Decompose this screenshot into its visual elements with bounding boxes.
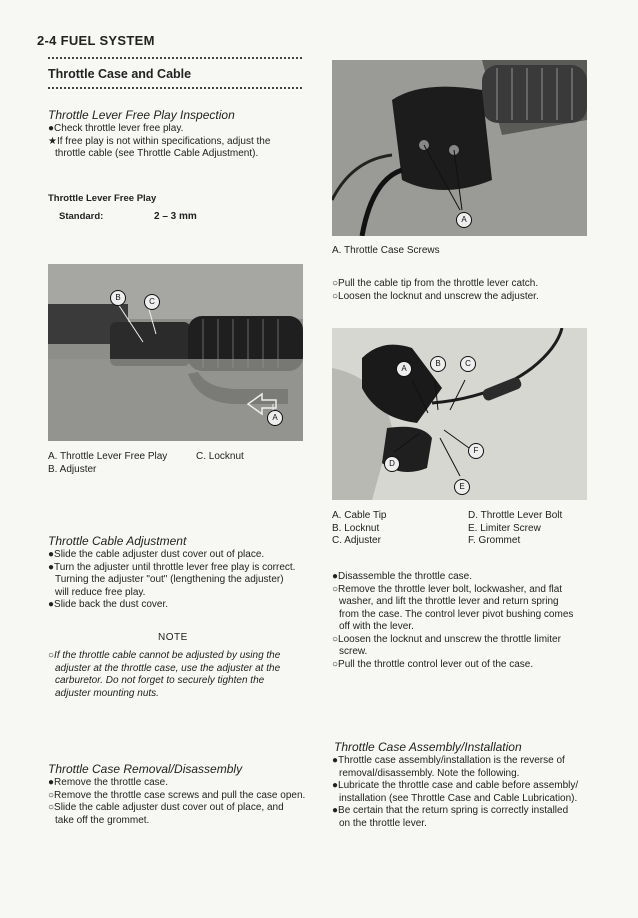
photo1-caption-a: A. Throttle Lever Free Play	[48, 451, 168, 462]
caption-line: C. Adjuster	[332, 535, 381, 546]
text-line: ○Loosen the locknut and unscrew the throttle limiter	[332, 633, 561, 645]
page-header	[37, 33, 155, 48]
callout-a: A	[456, 212, 472, 228]
photo3-captions-left	[332, 510, 386, 548]
caption-line: D. Throttle Lever Bolt	[468, 510, 563, 521]
text-line: ●Slide the cable adjuster dust cover out of place.	[48, 549, 265, 560]
text-line: adjuster at the throttle case, use the adjuster at the	[55, 662, 281, 674]
callout-b: B	[110, 290, 126, 306]
text-line: ●Check throttle lever free play.	[48, 123, 184, 134]
throttle-case-photo	[332, 60, 587, 236]
callout-b: B	[430, 356, 446, 372]
text-line: ●Throttle case assembly/installation is the reverse of	[332, 755, 565, 766]
callout-a: A	[267, 410, 283, 426]
text-line: ★If free play is not within specifications, adjust the	[48, 135, 271, 147]
caption-line: A. Cable Tip	[332, 510, 387, 521]
callout-c: C	[460, 356, 476, 372]
text-line: ●Disassemble the throttle case.	[332, 571, 472, 582]
free-play-text	[48, 123, 303, 161]
divider	[48, 87, 302, 89]
assembly-text	[332, 755, 592, 830]
divider	[48, 57, 302, 59]
throttle-disassembly-photo	[332, 328, 587, 500]
removal-text	[48, 777, 304, 827]
text-line: throttle cable (see Throttle Cable Adjustment).	[55, 148, 259, 159]
caption-line: B. Locknut	[332, 522, 380, 534]
callout-c: C	[144, 294, 160, 310]
chapter-title: FUEL SYSTEM	[60, 33, 155, 48]
text-line: installation (see Throttle Case and Cable Lubrication).	[339, 792, 578, 804]
photo-drawing	[48, 264, 303, 441]
photo3-captions-right	[468, 510, 562, 548]
note-title: NOTE	[158, 632, 188, 643]
callout-f: F	[468, 443, 484, 459]
steps1-text	[332, 278, 592, 303]
text-line: off with the lever.	[339, 621, 414, 632]
photo1-caption-b: B. Adjuster	[48, 464, 97, 475]
spec-label: Standard:	[59, 211, 104, 222]
text-line: ○Pull the throttle control lever out of the case.	[332, 658, 534, 670]
text-line: ○Pull the cable tip from the throttle lever catch.	[332, 278, 539, 289]
photo1-caption-c: C. Locknut	[196, 451, 244, 462]
section-title: Throttle Case and Cable	[48, 67, 192, 81]
text-line: ○Remove the throttle case screws and pull the case open.	[48, 789, 306, 801]
photo2-caption: A. Throttle Case Screws	[332, 245, 440, 256]
adjustment-text	[48, 549, 304, 612]
page-number: 2-4	[37, 33, 57, 48]
note-text	[48, 650, 304, 700]
text-line: adjuster mounting nuts.	[55, 687, 159, 699]
text-line: ●Be certain that the return spring is correctly installed	[332, 805, 569, 816]
callout-d: D	[384, 456, 400, 472]
photo-drawing	[332, 328, 587, 500]
spec-title: Throttle Lever Free Play	[48, 193, 157, 204]
text-line: ●Remove the throttle case.	[48, 777, 168, 788]
caption-line: F. Grommet	[468, 535, 521, 546]
text-line: take off the grommet.	[55, 814, 150, 826]
caption-line: E. Limiter Screw	[468, 522, 541, 534]
throttle-lever-photo	[48, 264, 303, 441]
text-line: on the throttle lever.	[339, 817, 427, 829]
text-line: will reduce free play.	[55, 586, 146, 598]
spec-value: 2 – 3 mm	[154, 211, 197, 222]
text-line: Turning the adjuster "out" (lengthening the adjuster)	[55, 574, 284, 585]
text-line: ○Remove the throttle lever bolt, lockwasher, and flat	[332, 583, 563, 595]
text-line: ○If the throttle cable cannot be adjusted by using the	[48, 650, 281, 661]
callout-e: E	[454, 479, 470, 495]
adjustment-heading: Throttle Cable Adjustment	[48, 534, 187, 548]
photo-drawing	[332, 60, 587, 236]
text-line: ●Lubricate the throttle case and cable before assembly/	[332, 780, 579, 791]
text-line: ●Turn the adjuster until throttle lever free play is correct.	[48, 561, 296, 573]
text-line: ○Loosen the locknut and unscrew the adjuster.	[332, 290, 539, 302]
text-line: ○Slide the cable adjuster dust cover out of place, and	[48, 802, 284, 813]
free-play-heading: Throttle Lever Free Play Inspection	[48, 108, 235, 122]
text-line: washer, and lift the throttle lever and return spring	[339, 596, 559, 607]
removal-heading: Throttle Case Removal/Disassembly	[48, 762, 243, 776]
text-line: ●Slide back the dust cover.	[48, 599, 168, 610]
assembly-heading: Throttle Case Assembly/Installation	[334, 740, 522, 754]
text-line: removal/disassembly. Note the following.	[339, 767, 520, 779]
text-line: screw.	[339, 646, 368, 657]
callout-a: A	[396, 361, 412, 377]
text-line: from the case. The control lever pivot bushing comes	[339, 608, 574, 620]
text-line: carburetor. Do not forget to securely tighten the	[55, 675, 265, 686]
steps2-text	[332, 571, 592, 671]
